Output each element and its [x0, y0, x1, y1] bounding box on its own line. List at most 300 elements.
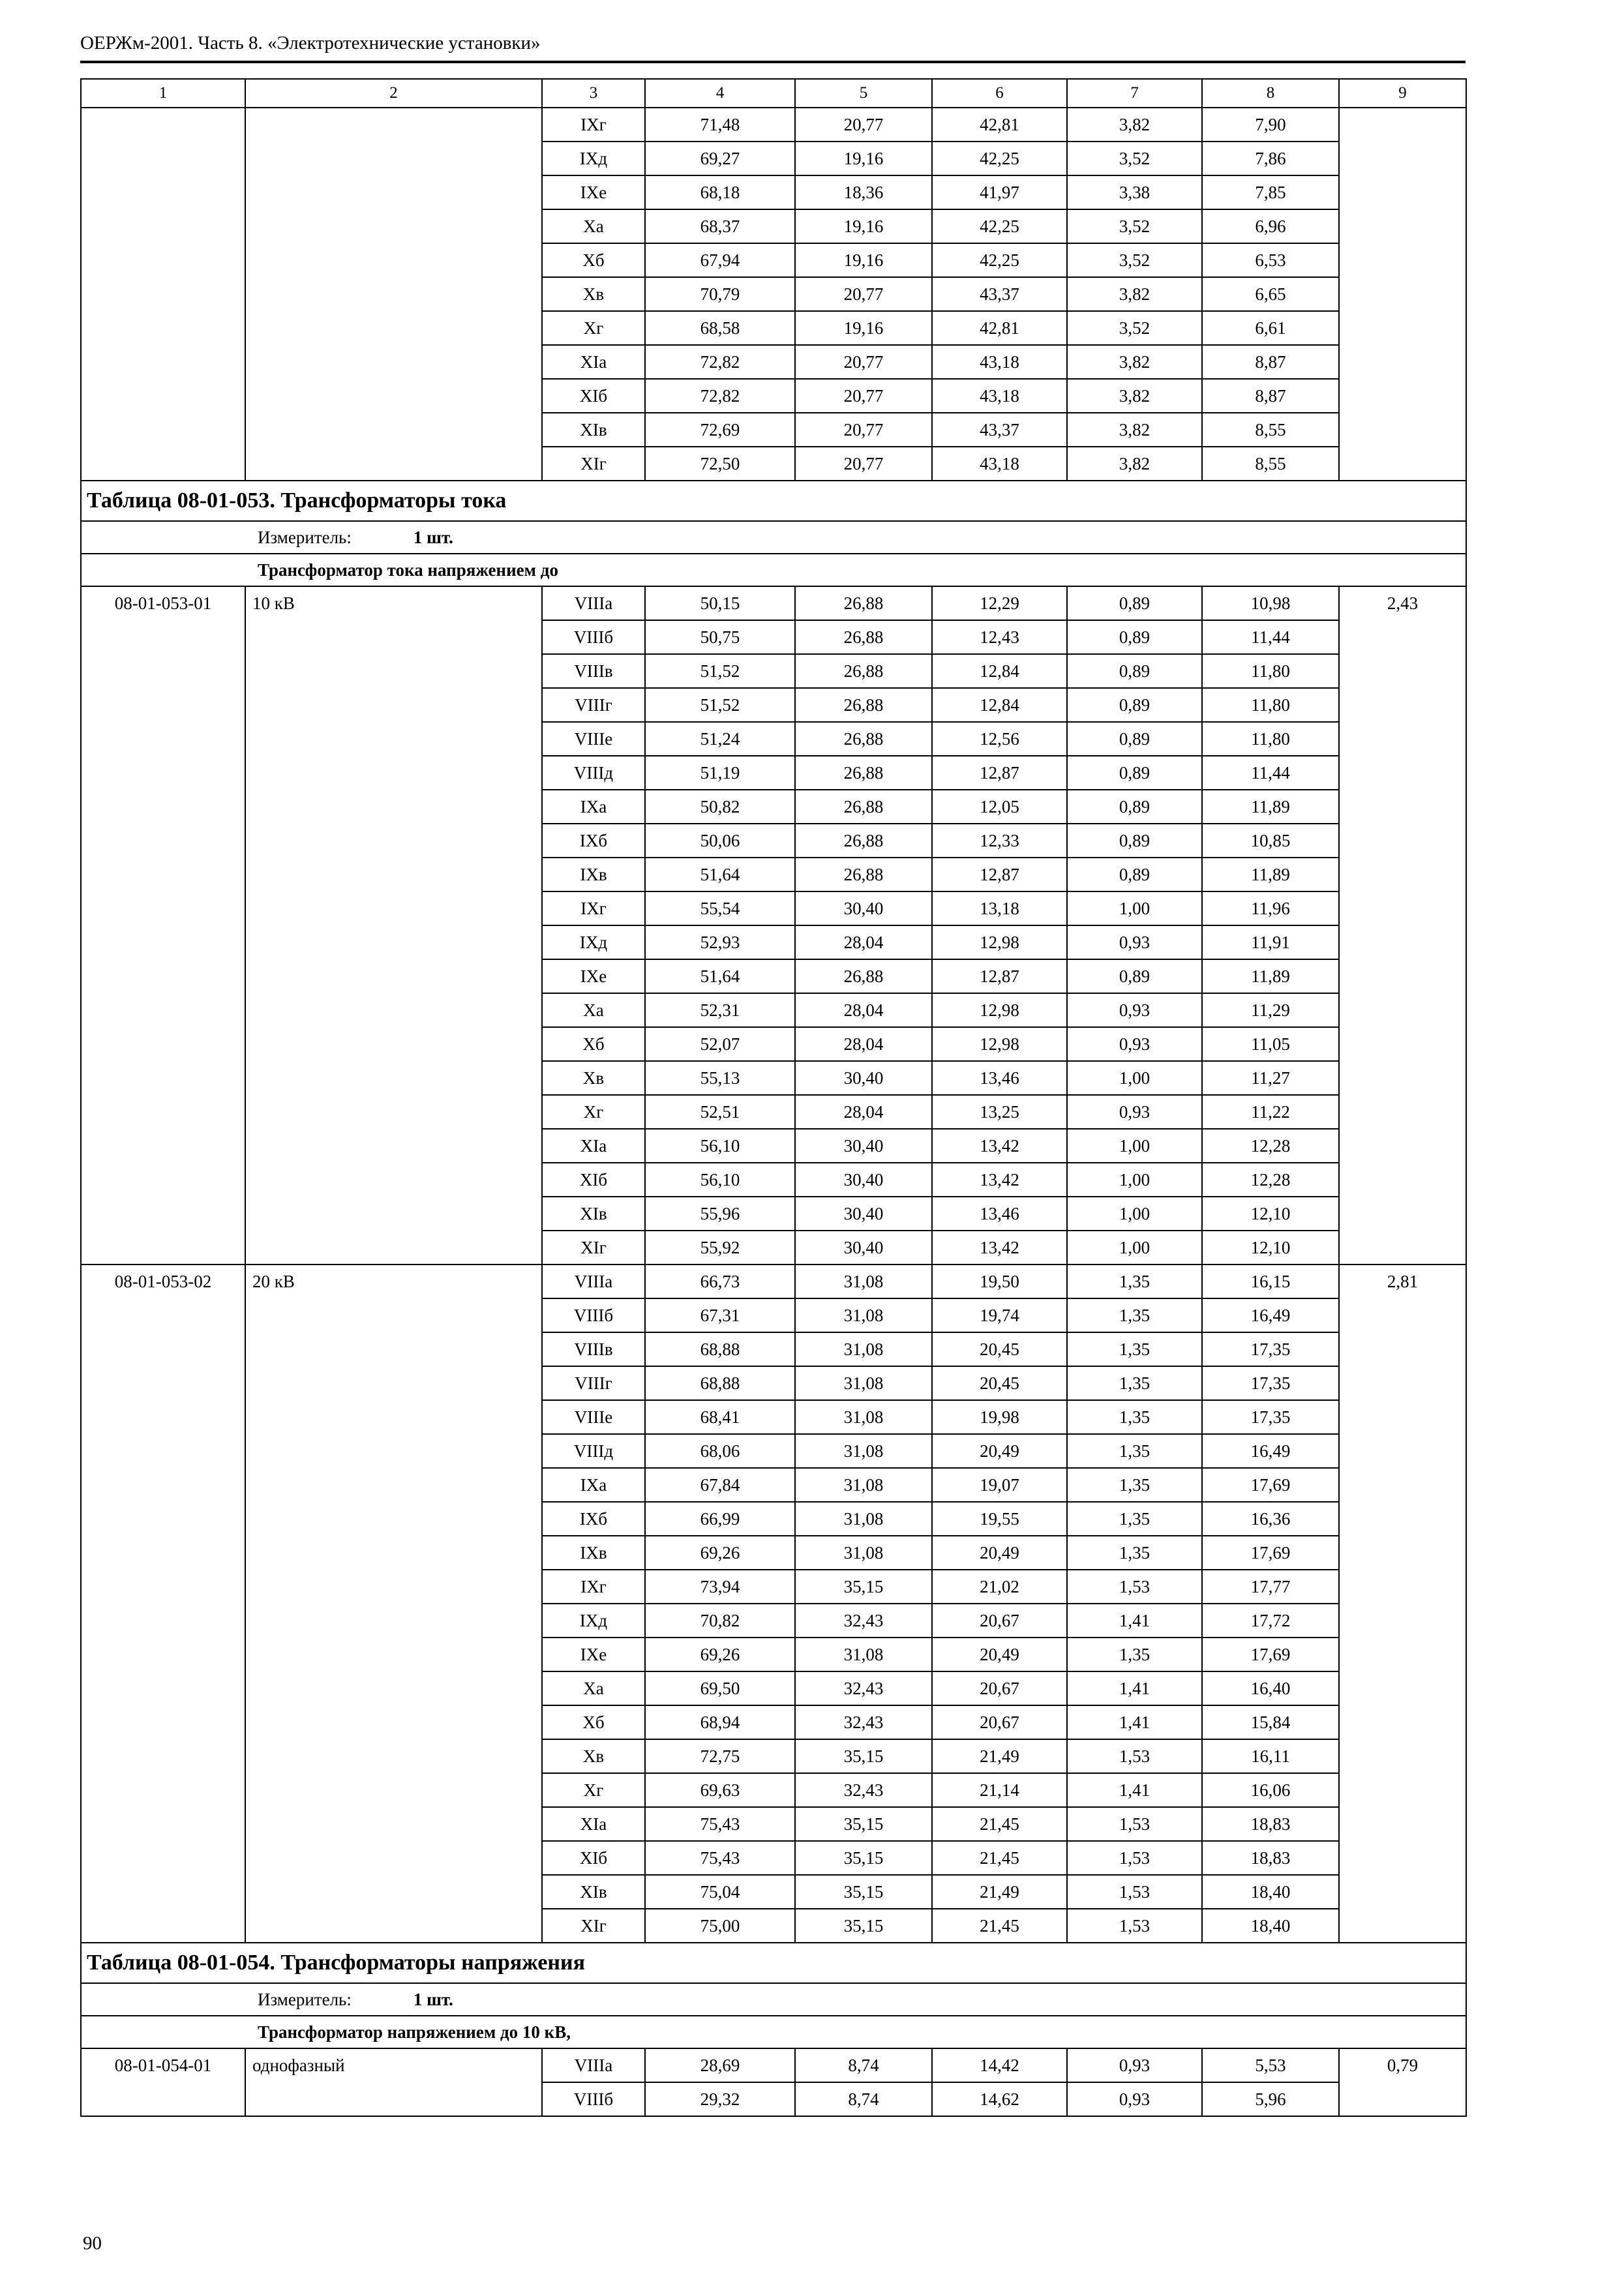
row-label-cell: Xб: [542, 1705, 645, 1739]
column-number: 2: [245, 79, 542, 108]
value-cell: 0,89: [1067, 586, 1202, 620]
value-cell: 20,77: [795, 447, 932, 481]
value-cell: 0,89: [1067, 722, 1202, 756]
value-cell: 26,88: [795, 790, 932, 824]
measure-value: 1 шт.: [413, 1989, 453, 2009]
row-label-cell: IXа: [542, 1468, 645, 1502]
row-label-cell: VIIIв: [542, 1332, 645, 1366]
value-cell: 31,08: [795, 1536, 932, 1570]
code-cell: 08-01-053-01: [81, 586, 245, 1264]
value-cell: 20,77: [795, 277, 932, 311]
value-cell: 72,50: [645, 447, 795, 481]
value-cell: 30,40: [795, 1197, 932, 1231]
value-cell: 20,77: [795, 108, 932, 142]
value-cell: 3,52: [1067, 243, 1202, 277]
value-cell: 55,54: [645, 891, 795, 925]
description-cell: [245, 108, 542, 481]
value-cell: 1,35: [1067, 1468, 1202, 1502]
value-cell: 1,35: [1067, 1264, 1202, 1298]
value-cell: 50,15: [645, 586, 795, 620]
measure-value: 1 шт.: [413, 527, 453, 547]
table-row: [81, 1264, 1466, 1298]
value-cell: 28,69: [645, 2048, 795, 2082]
row-label-cell: VIIIе: [542, 1400, 645, 1434]
value-cell: 1,41: [1067, 1773, 1202, 1807]
row-label-cell: IXд: [542, 925, 645, 959]
value-cell: 1,35: [1067, 1536, 1202, 1570]
value-cell: 3,82: [1067, 379, 1202, 413]
value-cell: 11,89: [1202, 790, 1339, 824]
table-row: [81, 2048, 1466, 2082]
row-label-cell: IXб: [542, 1502, 645, 1536]
value-cell: 21,49: [932, 1739, 1067, 1773]
value-cell: 21,45: [932, 1909, 1067, 1943]
value-cell: 19,98: [932, 1400, 1067, 1434]
value-cell: 7,90: [1202, 108, 1339, 142]
row-label-cell: VIIIб: [542, 2082, 645, 2116]
value-cell: 0,93: [1067, 1095, 1202, 1129]
value-cell: 28,04: [795, 1027, 932, 1061]
value-cell: 67,84: [645, 1468, 795, 1502]
value-cell: 26,88: [795, 722, 932, 756]
value-cell: 12,84: [932, 688, 1067, 722]
value-cell: 72,82: [645, 345, 795, 379]
value-cell: 21,14: [932, 1773, 1067, 1807]
row-label-cell: IXг: [542, 891, 645, 925]
value-cell: 21,49: [932, 1875, 1067, 1909]
row-label-cell: VIIIа: [542, 1264, 645, 1298]
value-cell: 31,08: [795, 1638, 932, 1671]
value-cell: 35,15: [795, 1739, 932, 1773]
document-header: ОЕРЖм-2001. Часть 8. «Электротехнические установки»: [80, 33, 1466, 63]
value-cell: 12,87: [932, 858, 1067, 891]
row-label-cell: VIIIе: [542, 722, 645, 756]
measure-label: Измеритель:: [258, 527, 352, 547]
value-cell: 8,74: [795, 2048, 932, 2082]
value-cell: 31,08: [795, 1298, 932, 1332]
value-cell: 20,45: [932, 1366, 1067, 1400]
value-cell: 35,15: [795, 1570, 932, 1604]
value-cell: 30,40: [795, 1061, 932, 1095]
value-cell: 68,06: [645, 1434, 795, 1468]
row-label-cell: IXг: [542, 1570, 645, 1604]
table-title-row: [81, 481, 1466, 521]
value-cell: 43,37: [932, 413, 1067, 447]
value-cell: 75,43: [645, 1841, 795, 1875]
group-header: Трансформатор тока напряжением до: [81, 554, 1466, 586]
value-cell: 19,07: [932, 1468, 1067, 1502]
value-cell: 10,98: [1202, 586, 1339, 620]
value-cell: 20,49: [932, 1638, 1067, 1671]
value-cell: 68,94: [645, 1705, 795, 1739]
value-cell: 19,55: [932, 1502, 1067, 1536]
value-cell: 20,67: [932, 1604, 1067, 1638]
value-cell: 5,53: [1202, 2048, 1339, 2082]
value-cell: 56,10: [645, 1163, 795, 1197]
code-cell: [81, 108, 245, 481]
value-cell: 12,98: [932, 1027, 1067, 1061]
value-cell: 43,18: [932, 345, 1067, 379]
value-cell: 19,74: [932, 1298, 1067, 1332]
value-cell: 8,55: [1202, 413, 1339, 447]
row-label-cell: IXв: [542, 1536, 645, 1570]
row-label-cell: IXб: [542, 824, 645, 858]
value-cell: 18,40: [1202, 1909, 1339, 1943]
value-cell: 26,88: [795, 858, 932, 891]
value-cell: 12,87: [932, 756, 1067, 790]
value-cell: 13,42: [932, 1163, 1067, 1197]
overhead-value-cell: [1339, 108, 1466, 481]
row-label-cell: XIб: [542, 379, 645, 413]
row-label-cell: VIIIб: [542, 620, 645, 654]
row-label-cell: XIа: [542, 1129, 645, 1163]
value-cell: 1,53: [1067, 1909, 1202, 1943]
value-cell: 18,36: [795, 175, 932, 209]
value-cell: 12,43: [932, 620, 1067, 654]
row-label-cell: XIв: [542, 1197, 645, 1231]
value-cell: 51,52: [645, 688, 795, 722]
value-cell: 32,43: [795, 1773, 932, 1807]
value-cell: 52,07: [645, 1027, 795, 1061]
group-header: Трансформатор напряжением до 10 кВ,: [81, 2016, 1466, 2048]
row-label-cell: Xб: [542, 243, 645, 277]
value-cell: 16,06: [1202, 1773, 1339, 1807]
column-number: 8: [1202, 79, 1339, 108]
row-label-cell: VIIIд: [542, 756, 645, 790]
value-cell: 67,31: [645, 1298, 795, 1332]
value-cell: 21,02: [932, 1570, 1067, 1604]
measure-row: [81, 521, 1466, 554]
value-cell: 12,28: [1202, 1163, 1339, 1197]
value-cell: 15,84: [1202, 1705, 1339, 1739]
value-cell: 17,35: [1202, 1400, 1339, 1434]
column-number: 9: [1339, 79, 1466, 108]
value-cell: 35,15: [795, 1807, 932, 1841]
value-cell: 31,08: [795, 1502, 932, 1536]
value-cell: 0,93: [1067, 2048, 1202, 2082]
value-cell: 19,50: [932, 1264, 1067, 1298]
value-cell: 69,63: [645, 1773, 795, 1807]
column-number: 4: [645, 79, 795, 108]
value-cell: 30,40: [795, 1231, 932, 1264]
row-label-cell: XIг: [542, 1909, 645, 1943]
value-cell: 20,49: [932, 1434, 1067, 1468]
value-cell: 52,93: [645, 925, 795, 959]
value-cell: 1,00: [1067, 1129, 1202, 1163]
value-cell: 42,81: [932, 311, 1067, 345]
value-cell: 26,88: [795, 688, 932, 722]
value-cell: 35,15: [795, 1909, 932, 1943]
value-cell: 17,77: [1202, 1570, 1339, 1604]
column-numbers-row: [81, 79, 1466, 108]
value-cell: 72,69: [645, 413, 795, 447]
value-cell: 0,89: [1067, 790, 1202, 824]
value-cell: 31,08: [795, 1468, 932, 1502]
column-number: 5: [795, 79, 932, 108]
value-cell: 1,35: [1067, 1332, 1202, 1366]
value-cell: 5,96: [1202, 2082, 1339, 2116]
value-cell: 1,41: [1067, 1671, 1202, 1705]
value-cell: 16,36: [1202, 1502, 1339, 1536]
value-cell: 12,10: [1202, 1197, 1339, 1231]
value-cell: 35,15: [795, 1875, 932, 1909]
row-label-cell: IXе: [542, 959, 645, 993]
row-label-cell: IXа: [542, 790, 645, 824]
value-cell: 42,25: [932, 142, 1067, 175]
row-label-cell: Xг: [542, 1773, 645, 1807]
value-cell: 3,82: [1067, 413, 1202, 447]
value-cell: 0,89: [1067, 688, 1202, 722]
row-label-cell: Xб: [542, 1027, 645, 1061]
value-cell: 1,53: [1067, 1875, 1202, 1909]
value-cell: 75,00: [645, 1909, 795, 1943]
value-cell: 11,89: [1202, 959, 1339, 993]
row-label-cell: VIIIг: [542, 1366, 645, 1400]
value-cell: 18,83: [1202, 1807, 1339, 1841]
value-cell: 30,40: [795, 1129, 932, 1163]
value-cell: 12,29: [932, 586, 1067, 620]
value-cell: 28,04: [795, 925, 932, 959]
value-cell: 35,15: [795, 1841, 932, 1875]
value-cell: 69,26: [645, 1638, 795, 1671]
value-cell: 52,31: [645, 993, 795, 1027]
value-cell: 50,06: [645, 824, 795, 858]
row-label-cell: Xв: [542, 277, 645, 311]
value-cell: 50,75: [645, 620, 795, 654]
value-cell: 6,65: [1202, 277, 1339, 311]
measure: [81, 521, 1466, 554]
row-label-cell: Xв: [542, 1739, 645, 1773]
value-cell: 51,52: [645, 654, 795, 688]
row-label-cell: IXд: [542, 142, 645, 175]
value-cell: 1,00: [1067, 1163, 1202, 1197]
measure-row: [81, 1983, 1466, 2016]
value-cell: 16,11: [1202, 1739, 1339, 1773]
value-cell: 55,96: [645, 1197, 795, 1231]
row-label-cell: VIIIа: [542, 2048, 645, 2082]
value-cell: 16,15: [1202, 1264, 1339, 1298]
value-cell: 14,62: [932, 2082, 1067, 2116]
value-cell: 1,00: [1067, 1061, 1202, 1095]
value-cell: 3,52: [1067, 142, 1202, 175]
value-cell: 16,40: [1202, 1671, 1339, 1705]
value-cell: 26,88: [795, 654, 932, 688]
value-cell: 31,08: [795, 1264, 932, 1298]
value-cell: 1,35: [1067, 1434, 1202, 1468]
value-cell: 0,93: [1067, 2082, 1202, 2116]
overhead-value-cell: 0,79: [1339, 2048, 1466, 2116]
value-cell: 11,91: [1202, 925, 1339, 959]
value-cell: 51,24: [645, 722, 795, 756]
value-cell: 11,27: [1202, 1061, 1339, 1095]
value-cell: 16,49: [1202, 1298, 1339, 1332]
value-cell: 3,82: [1067, 108, 1202, 142]
value-cell: 3,82: [1067, 277, 1202, 311]
value-cell: 17,69: [1202, 1468, 1339, 1502]
value-cell: 19,16: [795, 142, 932, 175]
value-cell: 18,83: [1202, 1841, 1339, 1875]
value-cell: 3,38: [1067, 175, 1202, 209]
value-cell: 17,69: [1202, 1536, 1339, 1570]
value-cell: 68,18: [645, 175, 795, 209]
table-row: [81, 586, 1466, 620]
row-label-cell: IXе: [542, 1638, 645, 1671]
value-cell: 17,35: [1202, 1366, 1339, 1400]
value-cell: 1,35: [1067, 1366, 1202, 1400]
table-title: Таблица 08-01-053. Трансформаторы тока: [81, 481, 1466, 521]
row-label-cell: IXг: [542, 108, 645, 142]
value-cell: 13,46: [932, 1197, 1067, 1231]
column-number: 3: [542, 79, 645, 108]
value-cell: 20,77: [795, 413, 932, 447]
value-cell: 13,18: [932, 891, 1067, 925]
value-cell: 20,67: [932, 1705, 1067, 1739]
value-cell: 17,72: [1202, 1604, 1339, 1638]
value-cell: 21,45: [932, 1841, 1067, 1875]
row-label-cell: XIв: [542, 1875, 645, 1909]
group-header-row: [81, 2016, 1466, 2048]
value-cell: 68,41: [645, 1400, 795, 1434]
overhead-value-cell: 2,43: [1339, 586, 1466, 1264]
description-cell: однофазный: [245, 2048, 542, 2116]
row-label-cell: VIIIа: [542, 586, 645, 620]
value-cell: 12,84: [932, 654, 1067, 688]
description-cell: 20 кВ: [245, 1264, 542, 1943]
value-cell: 43,18: [932, 447, 1067, 481]
value-cell: 19,16: [795, 311, 932, 345]
value-cell: 31,08: [795, 1366, 932, 1400]
value-cell: 26,88: [795, 959, 932, 993]
value-cell: 75,04: [645, 1875, 795, 1909]
value-cell: 1,00: [1067, 1197, 1202, 1231]
row-label-cell: XIв: [542, 413, 645, 447]
description-cell: 10 кВ: [245, 586, 542, 1264]
row-label-cell: XIб: [542, 1163, 645, 1197]
value-cell: 32,43: [795, 1671, 932, 1705]
group-header-row: [81, 554, 1466, 586]
value-cell: 11,96: [1202, 891, 1339, 925]
value-cell: 71,48: [645, 108, 795, 142]
value-cell: 72,82: [645, 379, 795, 413]
value-cell: 12,98: [932, 993, 1067, 1027]
value-cell: 41,97: [932, 175, 1067, 209]
value-cell: 12,28: [1202, 1129, 1339, 1163]
value-cell: 68,88: [645, 1332, 795, 1366]
value-cell: 11,22: [1202, 1095, 1339, 1129]
value-cell: 30,40: [795, 1163, 932, 1197]
row-label-cell: Xа: [542, 993, 645, 1027]
row-label-cell: Xа: [542, 1671, 645, 1705]
value-cell: 0,89: [1067, 654, 1202, 688]
value-cell: 66,73: [645, 1264, 795, 1298]
overhead-value-cell: 2,81: [1339, 1264, 1466, 1943]
value-cell: 55,92: [645, 1231, 795, 1264]
value-cell: 42,81: [932, 108, 1067, 142]
value-cell: 70,82: [645, 1604, 795, 1638]
row-label-cell: Xг: [542, 311, 645, 345]
value-cell: 12,05: [932, 790, 1067, 824]
value-cell: 67,94: [645, 243, 795, 277]
value-cell: 68,88: [645, 1366, 795, 1400]
value-cell: 11,44: [1202, 756, 1339, 790]
code-cell: 08-01-054-01: [81, 2048, 245, 2116]
value-cell: 11,29: [1202, 993, 1339, 1027]
row-label-cell: IXе: [542, 175, 645, 209]
value-cell: 8,87: [1202, 345, 1339, 379]
value-cell: 7,86: [1202, 142, 1339, 175]
value-cell: 73,94: [645, 1570, 795, 1604]
value-cell: 26,88: [795, 586, 932, 620]
row-label-cell: XIа: [542, 1807, 645, 1841]
value-cell: 10,85: [1202, 824, 1339, 858]
value-cell: 1,41: [1067, 1705, 1202, 1739]
value-cell: 13,42: [932, 1129, 1067, 1163]
value-cell: 29,32: [645, 2082, 795, 2116]
value-cell: 1,00: [1067, 1231, 1202, 1264]
value-cell: 0,89: [1067, 858, 1202, 891]
value-cell: 66,99: [645, 1502, 795, 1536]
value-cell: 0,89: [1067, 824, 1202, 858]
value-cell: 19,16: [795, 243, 932, 277]
value-cell: 17,69: [1202, 1638, 1339, 1671]
row-label-cell: XIг: [542, 447, 645, 481]
value-cell: 20,77: [795, 345, 932, 379]
value-cell: 69,27: [645, 142, 795, 175]
value-cell: 20,67: [932, 1671, 1067, 1705]
value-cell: 20,49: [932, 1536, 1067, 1570]
value-cell: 13,46: [932, 1061, 1067, 1095]
value-cell: 18,40: [1202, 1875, 1339, 1909]
value-cell: 12,87: [932, 959, 1067, 993]
value-cell: 31,08: [795, 1332, 932, 1366]
row-label-cell: XIа: [542, 345, 645, 379]
measure-label: Измеритель:: [258, 1989, 352, 2009]
value-cell: 11,05: [1202, 1027, 1339, 1061]
value-cell: 50,82: [645, 790, 795, 824]
value-cell: 1,41: [1067, 1604, 1202, 1638]
value-cell: 1,00: [1067, 891, 1202, 925]
value-cell: 1,35: [1067, 1638, 1202, 1671]
value-cell: 1,53: [1067, 1739, 1202, 1773]
row-label-cell: Xа: [542, 209, 645, 243]
value-cell: 56,10: [645, 1129, 795, 1163]
value-cell: 3,82: [1067, 345, 1202, 379]
value-cell: 30,40: [795, 891, 932, 925]
column-number: 6: [932, 79, 1067, 108]
row-label-cell: VIIIг: [542, 688, 645, 722]
value-cell: 43,37: [932, 277, 1067, 311]
row-label-cell: XIг: [542, 1231, 645, 1264]
code-cell: 08-01-053-02: [81, 1264, 245, 1943]
value-cell: 19,16: [795, 209, 932, 243]
value-cell: 3,52: [1067, 311, 1202, 345]
value-cell: 20,77: [795, 379, 932, 413]
value-cell: 13,25: [932, 1095, 1067, 1129]
value-cell: 16,49: [1202, 1434, 1339, 1468]
value-cell: 26,88: [795, 756, 932, 790]
value-cell: 0,89: [1067, 620, 1202, 654]
value-cell: 51,19: [645, 756, 795, 790]
row-label-cell: VIIIб: [542, 1298, 645, 1332]
value-cell: 17,35: [1202, 1332, 1339, 1366]
value-cell: 8,74: [795, 2082, 932, 2116]
value-cell: 68,37: [645, 209, 795, 243]
value-cell: 70,79: [645, 277, 795, 311]
value-cell: 72,75: [645, 1739, 795, 1773]
page-number: 90: [83, 2233, 102, 2254]
value-cell: 6,53: [1202, 243, 1339, 277]
value-cell: 6,61: [1202, 311, 1339, 345]
